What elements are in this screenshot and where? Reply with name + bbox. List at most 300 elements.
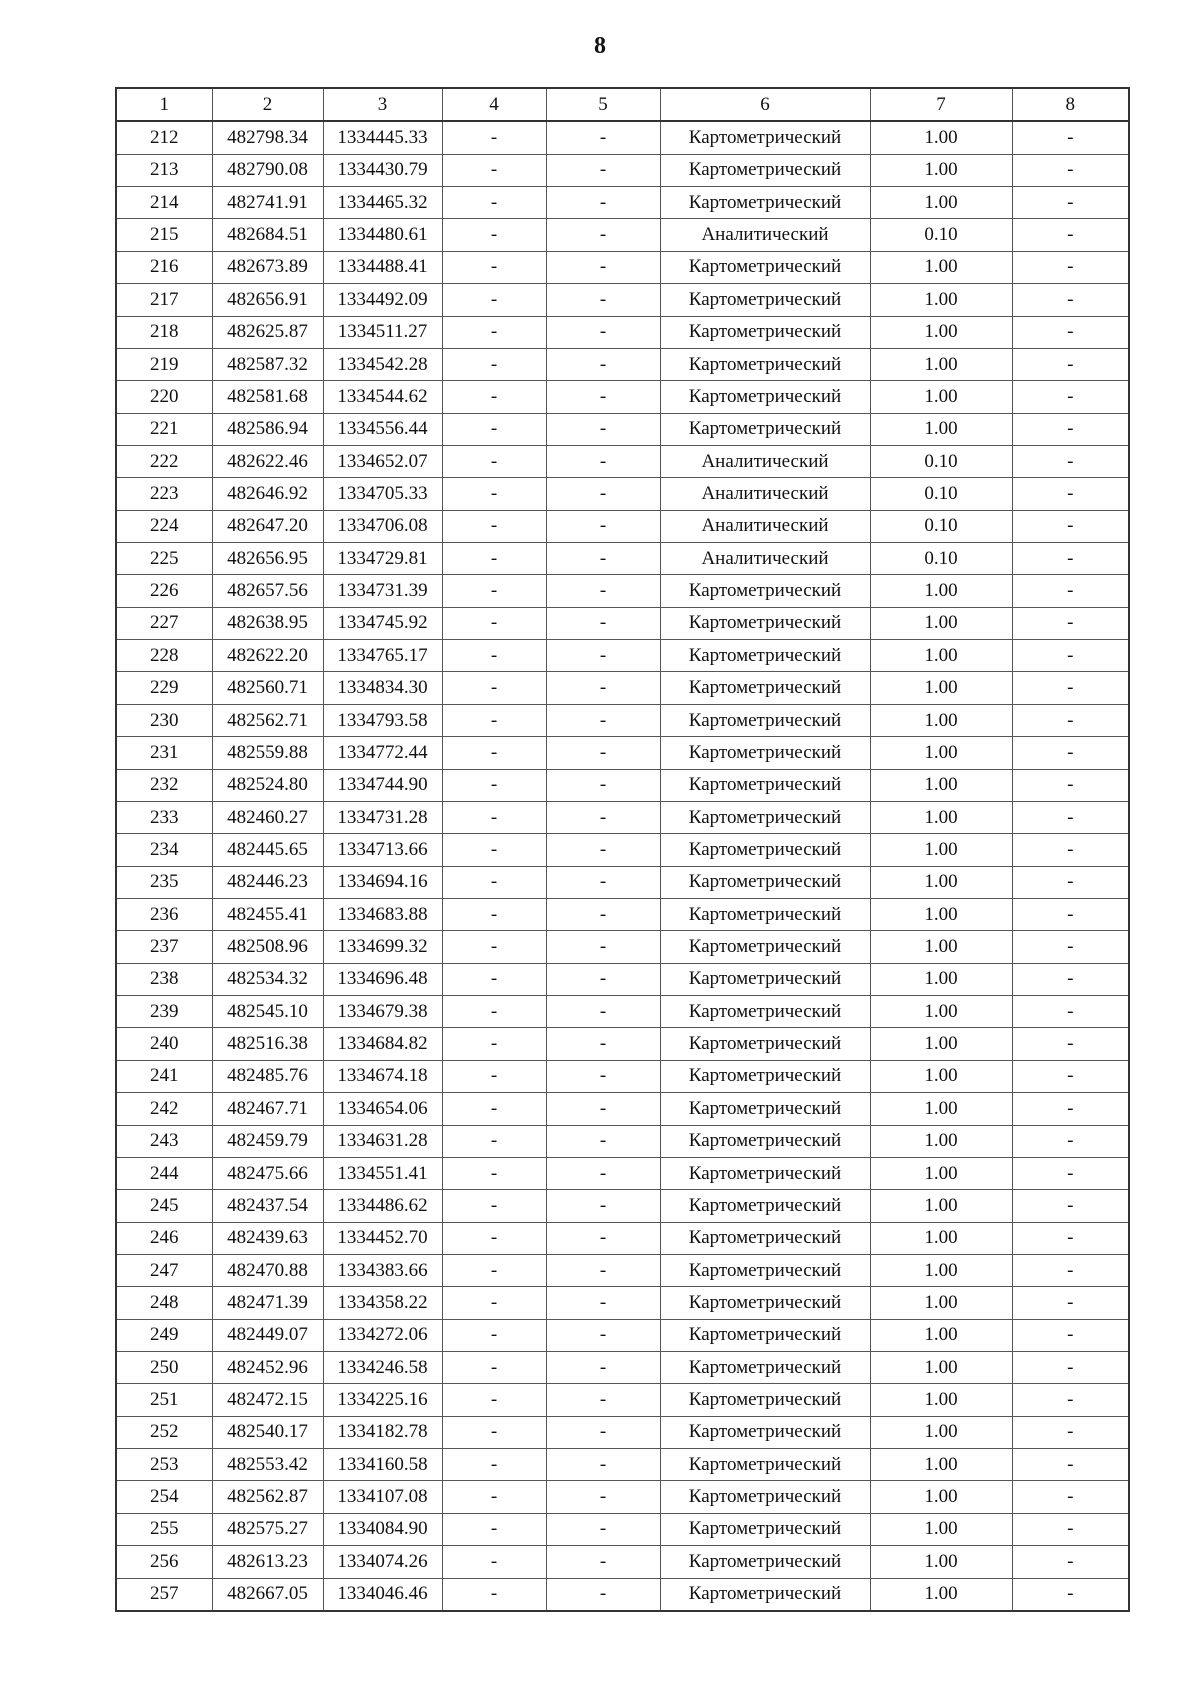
point-number-cell: 234 xyxy=(116,834,212,866)
table-row xyxy=(116,348,1129,380)
precision-cell: 1.00 xyxy=(870,1222,1012,1254)
col-4-cell: - xyxy=(442,575,546,607)
table-row xyxy=(116,963,1129,995)
col-8-cell: - xyxy=(1012,413,1129,445)
method-cell: Картометрический xyxy=(660,1416,870,1448)
precision-cell: 1.00 xyxy=(870,1287,1012,1319)
precision-cell: 0.10 xyxy=(870,478,1012,510)
col-8-cell: - xyxy=(1012,1060,1129,1092)
table-body xyxy=(116,121,1129,1611)
y-coordinate-cell: 1334684.82 xyxy=(323,1028,442,1060)
precision-cell: 1.00 xyxy=(870,834,1012,866)
point-number-cell: 231 xyxy=(116,737,212,769)
table-row xyxy=(116,1384,1129,1416)
x-coordinate-cell: 482545.10 xyxy=(212,996,323,1028)
point-number-cell: 215 xyxy=(116,219,212,251)
x-coordinate-cell: 482449.07 xyxy=(212,1319,323,1351)
col-5-cell: - xyxy=(546,445,660,477)
x-coordinate-cell: 482445.65 xyxy=(212,834,323,866)
col-4-cell: - xyxy=(442,1513,546,1545)
col-5-cell: - xyxy=(546,1416,660,1448)
y-coordinate-cell: 1334486.62 xyxy=(323,1190,442,1222)
table-row xyxy=(116,478,1129,510)
col-8-cell: - xyxy=(1012,1157,1129,1189)
precision-cell: 0.10 xyxy=(870,510,1012,542)
table-row xyxy=(116,834,1129,866)
x-coordinate-cell: 482467.71 xyxy=(212,1093,323,1125)
col-4-cell: - xyxy=(442,1578,546,1611)
method-cell: Картометрический xyxy=(660,1546,870,1578)
col-5-cell: - xyxy=(546,1384,660,1416)
y-coordinate-cell: 1334729.81 xyxy=(323,543,442,575)
method-cell: Картометрический xyxy=(660,672,870,704)
point-number-cell: 254 xyxy=(116,1481,212,1513)
method-cell: Картометрический xyxy=(660,1093,870,1125)
method-cell: Картометрический xyxy=(660,898,870,930)
col-4-cell: - xyxy=(442,1222,546,1254)
col-5-cell: - xyxy=(546,381,660,413)
col-5-cell: - xyxy=(546,737,660,769)
point-number-cell: 222 xyxy=(116,445,212,477)
col-8-cell: - xyxy=(1012,1319,1129,1351)
col-5-cell: - xyxy=(546,1352,660,1384)
method-cell: Картометрический xyxy=(660,607,870,639)
col-8-cell: - xyxy=(1012,1093,1129,1125)
table-row xyxy=(116,801,1129,833)
precision-cell: 1.00 xyxy=(870,607,1012,639)
y-coordinate-cell: 1334480.61 xyxy=(323,219,442,251)
table-row xyxy=(116,996,1129,1028)
table-row xyxy=(116,251,1129,283)
x-coordinate-cell: 482646.92 xyxy=(212,478,323,510)
col-8-cell: - xyxy=(1012,640,1129,672)
y-coordinate-cell: 1334772.44 xyxy=(323,737,442,769)
column-header: 2 xyxy=(212,88,323,121)
method-cell: Картометрический xyxy=(660,1222,870,1254)
col-8-cell: - xyxy=(1012,219,1129,251)
precision-cell: 1.00 xyxy=(870,866,1012,898)
y-coordinate-cell: 1334452.70 xyxy=(323,1222,442,1254)
col-5-cell: - xyxy=(546,348,660,380)
x-coordinate-cell: 482586.94 xyxy=(212,413,323,445)
x-coordinate-cell: 482575.27 xyxy=(212,1513,323,1545)
col-4-cell: - xyxy=(442,445,546,477)
precision-cell: 1.00 xyxy=(870,121,1012,154)
col-4-cell: - xyxy=(442,704,546,736)
point-number-cell: 249 xyxy=(116,1319,212,1351)
col-8-cell: - xyxy=(1012,575,1129,607)
table-row xyxy=(116,640,1129,672)
column-header: 7 xyxy=(870,88,1012,121)
table-row xyxy=(116,1254,1129,1286)
col-4-cell: - xyxy=(442,413,546,445)
y-coordinate-cell: 1334679.38 xyxy=(323,996,442,1028)
column-header: 4 xyxy=(442,88,546,121)
precision-cell: 1.00 xyxy=(870,996,1012,1028)
precision-cell: 1.00 xyxy=(870,1384,1012,1416)
precision-cell: 1.00 xyxy=(870,1481,1012,1513)
table-row xyxy=(116,1125,1129,1157)
point-number-cell: 240 xyxy=(116,1028,212,1060)
col-5-cell: - xyxy=(546,478,660,510)
x-coordinate-cell: 482460.27 xyxy=(212,801,323,833)
y-coordinate-cell: 1334107.08 xyxy=(323,1481,442,1513)
col-4-cell: - xyxy=(442,963,546,995)
method-cell: Картометрический xyxy=(660,154,870,186)
point-number-cell: 229 xyxy=(116,672,212,704)
table-row xyxy=(116,413,1129,445)
y-coordinate-cell: 1334745.92 xyxy=(323,607,442,639)
x-coordinate-cell: 482439.63 xyxy=(212,1222,323,1254)
y-coordinate-cell: 1334631.28 xyxy=(323,1125,442,1157)
table-row xyxy=(116,737,1129,769)
point-number-cell: 247 xyxy=(116,1254,212,1286)
x-coordinate-cell: 482798.34 xyxy=(212,121,323,154)
col-4-cell: - xyxy=(442,1254,546,1286)
col-5-cell: - xyxy=(546,898,660,930)
precision-cell: 1.00 xyxy=(870,1093,1012,1125)
precision-cell: 1.00 xyxy=(870,1352,1012,1384)
col-5-cell: - xyxy=(546,1060,660,1092)
precision-cell: 1.00 xyxy=(870,1190,1012,1222)
col-4-cell: - xyxy=(442,219,546,251)
x-coordinate-cell: 482656.95 xyxy=(212,543,323,575)
x-coordinate-cell: 482613.23 xyxy=(212,1546,323,1578)
table-row xyxy=(116,1546,1129,1578)
col-8-cell: - xyxy=(1012,1352,1129,1384)
precision-cell: 0.10 xyxy=(870,219,1012,251)
point-number-cell: 242 xyxy=(116,1093,212,1125)
y-coordinate-cell: 1334765.17 xyxy=(323,640,442,672)
point-number-cell: 219 xyxy=(116,348,212,380)
y-coordinate-cell: 1334551.41 xyxy=(323,1157,442,1189)
col-5-cell: - xyxy=(546,1449,660,1481)
precision-cell: 1.00 xyxy=(870,1578,1012,1611)
method-cell: Картометрический xyxy=(660,121,870,154)
point-number-cell: 248 xyxy=(116,1287,212,1319)
col-4-cell: - xyxy=(442,1416,546,1448)
method-cell: Картометрический xyxy=(660,1157,870,1189)
point-number-cell: 256 xyxy=(116,1546,212,1578)
col-4-cell: - xyxy=(442,510,546,542)
col-4-cell: - xyxy=(442,801,546,833)
y-coordinate-cell: 1334731.28 xyxy=(323,801,442,833)
y-coordinate-cell: 1334652.07 xyxy=(323,445,442,477)
y-coordinate-cell: 1334511.27 xyxy=(323,316,442,348)
col-8-cell: - xyxy=(1012,769,1129,801)
col-5-cell: - xyxy=(546,1254,660,1286)
x-coordinate-cell: 482657.56 xyxy=(212,575,323,607)
page-number: 8 xyxy=(594,33,606,59)
col-4-cell: - xyxy=(442,737,546,769)
x-coordinate-cell: 482524.80 xyxy=(212,769,323,801)
point-number-cell: 236 xyxy=(116,898,212,930)
table-row xyxy=(116,672,1129,704)
table-row xyxy=(116,1578,1129,1611)
point-number-cell: 250 xyxy=(116,1352,212,1384)
x-coordinate-cell: 482622.46 xyxy=(212,445,323,477)
y-coordinate-cell: 1334731.39 xyxy=(323,575,442,607)
method-cell: Картометрический xyxy=(660,187,870,219)
col-5-cell: - xyxy=(546,801,660,833)
col-4-cell: - xyxy=(442,769,546,801)
col-8-cell: - xyxy=(1012,1254,1129,1286)
x-coordinate-cell: 482562.71 xyxy=(212,704,323,736)
table-row xyxy=(116,1190,1129,1222)
col-8-cell: - xyxy=(1012,931,1129,963)
col-5-cell: - xyxy=(546,251,660,283)
point-number-cell: 232 xyxy=(116,769,212,801)
col-4-cell: - xyxy=(442,154,546,186)
method-cell: Картометрический xyxy=(660,1319,870,1351)
x-coordinate-cell: 482581.68 xyxy=(212,381,323,413)
col-4-cell: - xyxy=(442,316,546,348)
method-cell: Картометрический xyxy=(660,413,870,445)
point-number-cell: 253 xyxy=(116,1449,212,1481)
point-number-cell: 226 xyxy=(116,575,212,607)
method-cell: Картометрический xyxy=(660,1449,870,1481)
col-4-cell: - xyxy=(442,284,546,316)
y-coordinate-cell: 1334706.08 xyxy=(323,510,442,542)
col-8-cell: - xyxy=(1012,898,1129,930)
column-header: 8 xyxy=(1012,88,1129,121)
col-4-cell: - xyxy=(442,1060,546,1092)
method-cell: Картометрический xyxy=(660,1481,870,1513)
coordinates-table xyxy=(115,87,1130,1612)
table-row xyxy=(116,607,1129,639)
y-coordinate-cell: 1334160.58 xyxy=(323,1449,442,1481)
col-4-cell: - xyxy=(442,1190,546,1222)
col-4-cell: - xyxy=(442,1546,546,1578)
col-5-cell: - xyxy=(546,316,660,348)
method-cell: Картометрический xyxy=(660,996,870,1028)
col-5-cell: - xyxy=(546,543,660,575)
col-8-cell: - xyxy=(1012,834,1129,866)
point-number-cell: 246 xyxy=(116,1222,212,1254)
col-8-cell: - xyxy=(1012,1449,1129,1481)
precision-cell: 1.00 xyxy=(870,187,1012,219)
table-header-row xyxy=(116,88,1129,121)
col-8-cell: - xyxy=(1012,801,1129,833)
x-coordinate-cell: 482446.23 xyxy=(212,866,323,898)
col-5-cell: - xyxy=(546,834,660,866)
x-coordinate-cell: 482485.76 xyxy=(212,1060,323,1092)
col-4-cell: - xyxy=(442,478,546,510)
col-8-cell: - xyxy=(1012,543,1129,575)
method-cell: Аналитический xyxy=(660,543,870,575)
table-row xyxy=(116,866,1129,898)
column-header: 1 xyxy=(116,88,212,121)
point-number-cell: 243 xyxy=(116,1125,212,1157)
col-5-cell: - xyxy=(546,931,660,963)
col-5-cell: - xyxy=(546,187,660,219)
x-coordinate-cell: 482471.39 xyxy=(212,1287,323,1319)
method-cell: Картометрический xyxy=(660,1513,870,1545)
y-coordinate-cell: 1334246.58 xyxy=(323,1352,442,1384)
col-4-cell: - xyxy=(442,607,546,639)
point-number-cell: 239 xyxy=(116,996,212,1028)
table-row xyxy=(116,381,1129,413)
col-5-cell: - xyxy=(546,607,660,639)
precision-cell: 1.00 xyxy=(870,1028,1012,1060)
col-4-cell: - xyxy=(442,1157,546,1189)
y-coordinate-cell: 1334556.44 xyxy=(323,413,442,445)
y-coordinate-cell: 1334699.32 xyxy=(323,931,442,963)
col-5-cell: - xyxy=(546,510,660,542)
x-coordinate-cell: 482540.17 xyxy=(212,1416,323,1448)
precision-cell: 1.00 xyxy=(870,1513,1012,1545)
column-header: 6 xyxy=(660,88,870,121)
x-coordinate-cell: 482516.38 xyxy=(212,1028,323,1060)
x-coordinate-cell: 482470.88 xyxy=(212,1254,323,1286)
col-8-cell: - xyxy=(1012,1578,1129,1611)
col-5-cell: - xyxy=(546,963,660,995)
precision-cell: 1.00 xyxy=(870,898,1012,930)
precision-cell: 1.00 xyxy=(870,1546,1012,1578)
precision-cell: 1.00 xyxy=(870,963,1012,995)
precision-cell: 1.00 xyxy=(870,1319,1012,1351)
col-5-cell: - xyxy=(546,1481,660,1513)
method-cell: Картометрический xyxy=(660,1287,870,1319)
method-cell: Картометрический xyxy=(660,834,870,866)
col-8-cell: - xyxy=(1012,1546,1129,1578)
y-coordinate-cell: 1334488.41 xyxy=(323,251,442,283)
col-8-cell: - xyxy=(1012,866,1129,898)
table-row xyxy=(116,1352,1129,1384)
table-row xyxy=(116,1513,1129,1545)
col-4-cell: - xyxy=(442,1028,546,1060)
x-coordinate-cell: 482437.54 xyxy=(212,1190,323,1222)
col-4-cell: - xyxy=(442,1093,546,1125)
y-coordinate-cell: 1334383.66 xyxy=(323,1254,442,1286)
precision-cell: 0.10 xyxy=(870,543,1012,575)
y-coordinate-cell: 1334705.33 xyxy=(323,478,442,510)
column-header: 3 xyxy=(323,88,442,121)
y-coordinate-cell: 1334744.90 xyxy=(323,769,442,801)
precision-cell: 1.00 xyxy=(870,737,1012,769)
col-5-cell: - xyxy=(546,1125,660,1157)
point-number-cell: 233 xyxy=(116,801,212,833)
col-8-cell: - xyxy=(1012,1287,1129,1319)
x-coordinate-cell: 482673.89 xyxy=(212,251,323,283)
method-cell: Аналитический xyxy=(660,219,870,251)
col-4-cell: - xyxy=(442,121,546,154)
col-8-cell: - xyxy=(1012,672,1129,704)
method-cell: Аналитический xyxy=(660,478,870,510)
precision-cell: 1.00 xyxy=(870,1449,1012,1481)
table-row xyxy=(116,445,1129,477)
col-5-cell: - xyxy=(546,1287,660,1319)
y-coordinate-cell: 1334834.30 xyxy=(323,672,442,704)
col-8-cell: - xyxy=(1012,348,1129,380)
col-8-cell: - xyxy=(1012,381,1129,413)
method-cell: Картометрический xyxy=(660,963,870,995)
method-cell: Картометрический xyxy=(660,284,870,316)
precision-cell: 1.00 xyxy=(870,801,1012,833)
table-row xyxy=(116,1319,1129,1351)
x-coordinate-cell: 482667.05 xyxy=(212,1578,323,1611)
method-cell: Картометрический xyxy=(660,1060,870,1092)
col-5-cell: - xyxy=(546,672,660,704)
col-8-cell: - xyxy=(1012,1125,1129,1157)
method-cell: Картометрический xyxy=(660,316,870,348)
col-5-cell: - xyxy=(546,1222,660,1254)
y-coordinate-cell: 1334430.79 xyxy=(323,154,442,186)
y-coordinate-cell: 1334674.18 xyxy=(323,1060,442,1092)
table-row xyxy=(116,575,1129,607)
table-row xyxy=(116,121,1129,154)
method-cell: Картометрический xyxy=(660,801,870,833)
col-5-cell: - xyxy=(546,769,660,801)
table-row xyxy=(116,1416,1129,1448)
point-number-cell: 217 xyxy=(116,284,212,316)
point-number-cell: 227 xyxy=(116,607,212,639)
col-4-cell: - xyxy=(442,866,546,898)
col-4-cell: - xyxy=(442,1319,546,1351)
point-number-cell: 238 xyxy=(116,963,212,995)
table-row xyxy=(116,187,1129,219)
y-coordinate-cell: 1334713.66 xyxy=(323,834,442,866)
col-8-cell: - xyxy=(1012,963,1129,995)
x-coordinate-cell: 482684.51 xyxy=(212,219,323,251)
method-cell: Картометрический xyxy=(660,1352,870,1384)
method-cell: Картометрический xyxy=(660,1028,870,1060)
table-row xyxy=(116,1287,1129,1319)
x-coordinate-cell: 482587.32 xyxy=(212,348,323,380)
method-cell: Картометрический xyxy=(660,769,870,801)
x-coordinate-cell: 482534.32 xyxy=(212,963,323,995)
x-coordinate-cell: 482647.20 xyxy=(212,510,323,542)
point-number-cell: 223 xyxy=(116,478,212,510)
point-number-cell: 251 xyxy=(116,1384,212,1416)
precision-cell: 1.00 xyxy=(870,1125,1012,1157)
y-coordinate-cell: 1334492.09 xyxy=(323,284,442,316)
y-coordinate-cell: 1334445.33 xyxy=(323,121,442,154)
column-header: 5 xyxy=(546,88,660,121)
method-cell: Картометрический xyxy=(660,575,870,607)
col-4-cell: - xyxy=(442,1352,546,1384)
table-row xyxy=(116,1060,1129,1092)
col-8-cell: - xyxy=(1012,478,1129,510)
method-cell: Картометрический xyxy=(660,640,870,672)
col-5-cell: - xyxy=(546,996,660,1028)
col-5-cell: - xyxy=(546,575,660,607)
precision-cell: 1.00 xyxy=(870,769,1012,801)
col-4-cell: - xyxy=(442,348,546,380)
col-5-cell: - xyxy=(546,219,660,251)
table-row xyxy=(116,704,1129,736)
col-8-cell: - xyxy=(1012,445,1129,477)
col-8-cell: - xyxy=(1012,996,1129,1028)
precision-cell: 1.00 xyxy=(870,316,1012,348)
col-4-cell: - xyxy=(442,834,546,866)
table-row xyxy=(116,1222,1129,1254)
table-row xyxy=(116,769,1129,801)
x-coordinate-cell: 482560.71 xyxy=(212,672,323,704)
point-number-cell: 214 xyxy=(116,187,212,219)
point-number-cell: 212 xyxy=(116,121,212,154)
col-4-cell: - xyxy=(442,381,546,413)
y-coordinate-cell: 1334654.06 xyxy=(323,1093,442,1125)
y-coordinate-cell: 1334465.32 xyxy=(323,187,442,219)
y-coordinate-cell: 1334358.22 xyxy=(323,1287,442,1319)
x-coordinate-cell: 482472.15 xyxy=(212,1384,323,1416)
point-number-cell: 244 xyxy=(116,1157,212,1189)
col-5-cell: - xyxy=(546,121,660,154)
y-coordinate-cell: 1334696.48 xyxy=(323,963,442,995)
method-cell: Картометрический xyxy=(660,866,870,898)
point-number-cell: 257 xyxy=(116,1578,212,1611)
